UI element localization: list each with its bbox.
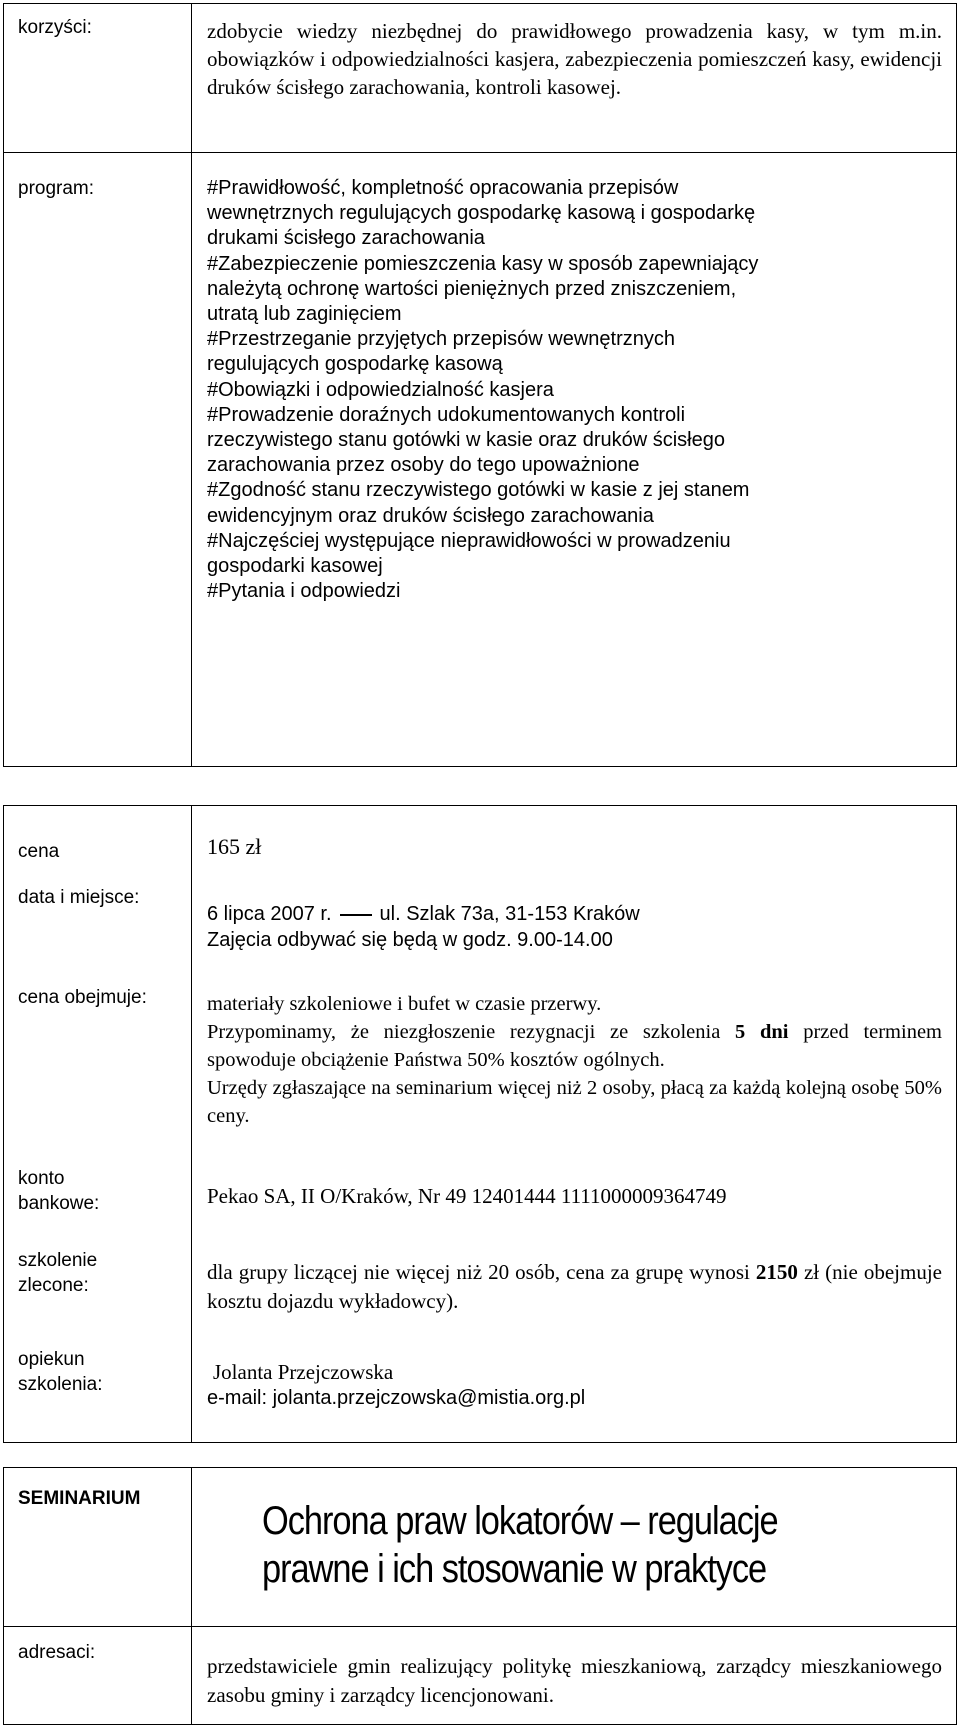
opiekun-email: e-mail: jolanta.przejczowska@mistia.org.pl [207,1387,586,1409]
program-line: #Prowadzenie doraźnych udokumentowanych kontroli [207,403,686,426]
zlecone-text [207,1258,942,1316]
zlecone-label [18,1248,97,1298]
seminar-title-line2: prawne i ich stosowanie w praktyce [262,1547,767,1591]
program-line: rzeczywistego stanu gotówki w kasie oraz druków ścisłego [207,429,725,452]
konto-value: Pekao SA, II O/Kraków, Nr 49 12401444 1111000009364749 [207,1184,727,1208]
event-date: 6 lipca 2007 r. [207,903,332,925]
program-box-row-divider [3,152,957,153]
cena-value: 165 zł [207,834,262,859]
program-list [207,176,942,604]
program-line: #Zabezpieczenie pomieszczenia kasy w sposób zapewniający [207,252,759,275]
zlecone-label-line2: zlecone: [18,1275,89,1296]
reminder-text-end: przed terminem spowoduje obciążenie Państwa 50% kosztów ogólnych. [207,1021,942,1071]
program-line: zarachowania przez osoby do tego upoważnione [207,454,640,477]
event-address: ul. Szlak 73a, 31-153 Kraków [379,903,640,925]
program-line: utratą lub zaginięciem [207,303,402,326]
opiekun-label-line2: szkolenia: [18,1374,103,1395]
reminder-text: Przypominamy, że niezgłoszenie rezygnacji ze szkolenia [207,1021,736,1043]
rezygnacja-reminder [207,1018,942,1074]
opiekun-name: Jolanta Przejczowska [213,1360,394,1384]
data-miejsce-block [207,901,942,953]
urzedy-note: Urzędy zgłaszające na seminarium więcej niż 2 osoby, płacą za każdą kolejną osobę 50% ceny. [207,1077,942,1127]
adresaci-label: adresaci: [18,1642,96,1663]
program-line: #Pytania i odpowiedzi [207,580,401,603]
adresaci-text: przedstawiciele gmin realizujący politykę mieszkaniową, zarządcy mieszkaniowego zasobu gminy i zarządcy licencjonowani. [207,1654,942,1707]
seminar-title-line1: Ochrona praw lokatorów – regulacje [262,1499,778,1543]
zlecone-label-line1: szkolenie [18,1250,98,1271]
seminar-box-divider [191,1467,192,1725]
opiekun-block [207,1359,948,1411]
program-line: regulujących gospodarkę kasową [207,353,503,376]
program-line: drukami ścisłego zarachowania [207,227,485,250]
data-miejsce-label: data i miejsce: [18,887,140,908]
program-line: należytą ochronę wartości pieniężnych przed zniszczeniem, [207,277,737,300]
program-line: #Obowiązki i odpowiedzialność kasjera [207,378,554,401]
zlecone-text-start: dla grupy liczącej nie więcej niż 20 osób, cena za grupę wynosi [207,1260,756,1284]
seminar-box-row-divider [3,1626,957,1627]
program-box-divider [191,3,192,767]
konto-label [18,1166,99,1216]
konto-label-line2: bankowe: [18,1193,100,1214]
opiekun-label [18,1347,103,1397]
program-line: ewidencyjnym oraz druków ścisłego zarachowania [207,504,654,527]
program-label: program: [18,178,95,199]
program-line: #Przestrzeganie przyjętych przepisów wewnętrznych [207,328,675,351]
program-line: #Zgodność stanu rzeczywistego gotówki w kasie z jej stanem [207,479,750,502]
cena-obejmuje-block [207,990,942,1130]
program-line: #Prawidłowość, kompletność opracowania przepisów [207,177,679,199]
cena-label: cena [18,841,60,862]
event-hours: Zajęcia odbywać się będą w godz. 9.00-14.00 [207,929,613,951]
cena-obejmuje-text: materiały szkoleniowe i bufet w czasie przerwy. [207,993,602,1015]
zlecone-price: 2150 [755,1260,798,1284]
zlecone-text-end: zł (nie obejmuje kosztu dojazdu wykładowcy). [207,1260,942,1313]
korzysci-text: zdobycie wiedzy niezbędnej do prawidłowego prowadzenia kasy, w tym m.in. obowiązków i odpowiedzialności kasjera, zabezpieczenia pomieszczeń kasy, ewidencji druków ścisłego zarachowania, kontroli kasowej. [207,19,942,99]
konto-label-line1: konto [18,1168,65,1189]
details-box-divider [191,805,192,1443]
dash-separator [340,914,372,916]
data-miejsce-line1 [207,901,942,927]
program-line: gospodarki kasowej [207,555,383,578]
program-line: #Najczęściej występujące nieprawidłowości w prowadzeniu [207,529,731,552]
seminarium-label: SEMINARIUM [18,1488,141,1509]
korzysci-label: korzyści: [18,17,92,38]
opiekun-label-line1: opiekun [18,1349,85,1370]
reminder-days: 5 dni [735,1021,789,1043]
seminar-title [262,1497,942,1593]
program-line: wewnętrznych regulujących gospodarkę kasową i gospodarkę [207,202,756,225]
cena-obejmuje-label: cena obejmuje: [18,987,147,1008]
